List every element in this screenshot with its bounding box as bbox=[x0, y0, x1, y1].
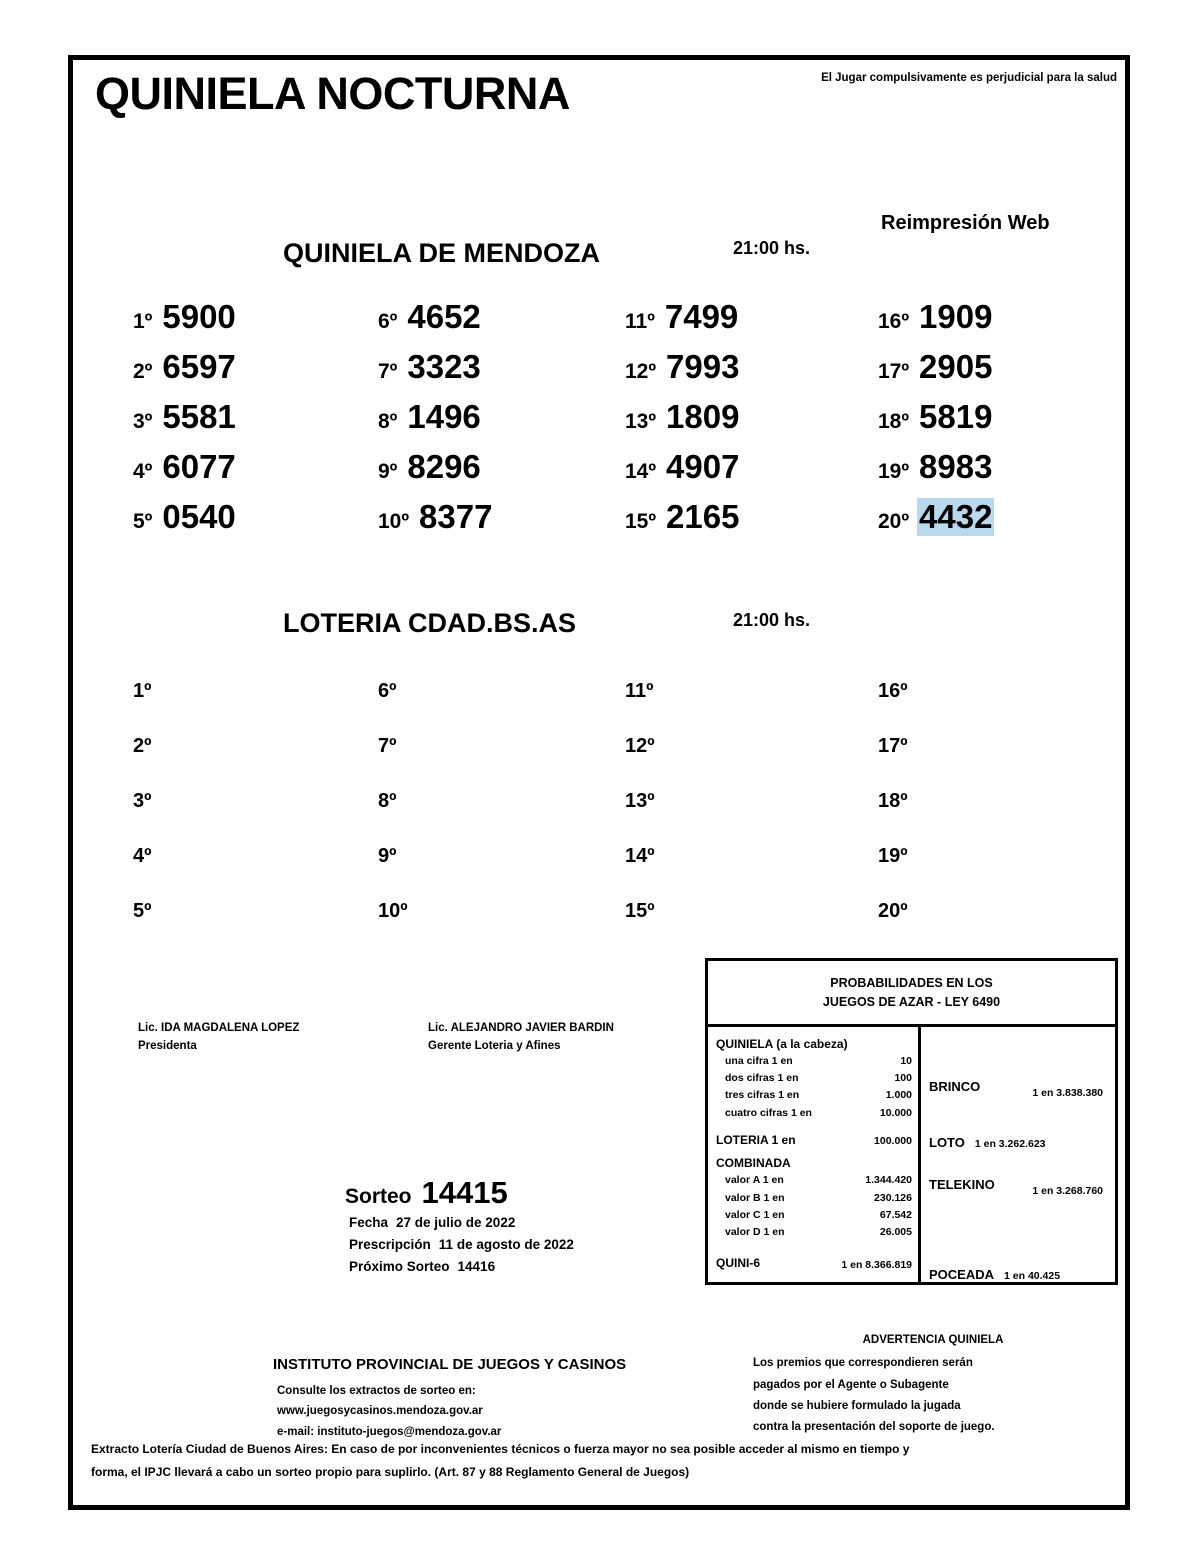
odds-label: dos cifras 1 en bbox=[725, 1072, 799, 1085]
odds-row bbox=[716, 1207, 912, 1224]
result-cell bbox=[73, 348, 323, 398]
fecha-label: Fecha bbox=[349, 1215, 389, 1230]
result-position: 9º bbox=[378, 845, 397, 867]
result-position: 2º bbox=[133, 360, 153, 383]
advertencia-line-2: pagados por el Agente o Subagente bbox=[753, 1378, 949, 1391]
result-cell bbox=[828, 348, 1125, 398]
results-row bbox=[73, 398, 1125, 448]
institute-name: INSTITUTO PROVINCIAL DE JUEGOS Y CASINOS bbox=[273, 1356, 627, 1373]
result-position: 16º bbox=[878, 310, 910, 333]
document-header bbox=[73, 60, 1125, 130]
odds-label: valor B 1 en bbox=[725, 1191, 785, 1204]
result-position: 12º bbox=[625, 360, 657, 383]
advertencia-quiniela-block bbox=[753, 1330, 1113, 1438]
result-number: 1496 bbox=[407, 398, 481, 435]
odds-row bbox=[716, 1087, 912, 1104]
quiniela-odds-rows bbox=[716, 1053, 912, 1122]
results-row bbox=[73, 448, 1125, 498]
institute-footer bbox=[273, 1352, 626, 1442]
result-position: 10º bbox=[378, 510, 410, 533]
result-cell bbox=[73, 498, 323, 548]
probabilities-header bbox=[708, 961, 1115, 1027]
result-cell bbox=[828, 298, 1125, 348]
quiniela-group-title: QUINIELA (a la cabeza) bbox=[716, 1036, 848, 1051]
sorteo-info-block bbox=[345, 1175, 574, 1281]
result-position: 14º bbox=[625, 845, 655, 867]
probabilities-title-line2: JUEGOS DE AZAR - LEY 6490 bbox=[822, 995, 1001, 1010]
spacer bbox=[716, 1122, 912, 1131]
draw-time-mendoza: 21:00 hs. bbox=[733, 238, 811, 258]
result-cell bbox=[573, 845, 828, 900]
results-row bbox=[73, 790, 1125, 845]
page-title: QUINIELA NOCTURNA bbox=[95, 68, 570, 119]
results-row bbox=[73, 680, 1125, 735]
signature-president bbox=[138, 1020, 299, 1056]
game-odds: 1 en 3.268.760 bbox=[1032, 1184, 1103, 1197]
probabilities-box bbox=[705, 958, 1118, 1285]
lottery-ticket-sheet bbox=[68, 55, 1130, 1510]
results-grid-mendoza bbox=[73, 298, 1125, 548]
result-position: 6º bbox=[378, 680, 397, 702]
result-cell bbox=[323, 498, 573, 548]
spacer bbox=[716, 1241, 912, 1254]
result-position: 20º bbox=[878, 510, 910, 533]
results-row bbox=[73, 498, 1125, 548]
result-position: 10º bbox=[378, 900, 408, 922]
sorteo-proximo-line bbox=[349, 1259, 574, 1274]
draw-time-baires: 21:00 hs. bbox=[733, 610, 811, 630]
odds-value: 67.542 bbox=[879, 1208, 912, 1221]
result-cell bbox=[828, 498, 1125, 548]
result-cell bbox=[73, 790, 323, 845]
game-name: LOTO bbox=[929, 1134, 965, 1150]
result-position: 7º bbox=[378, 360, 398, 383]
result-position: 15º bbox=[625, 900, 655, 922]
result-position: 4º bbox=[133, 845, 152, 867]
result-number: 5819 bbox=[919, 398, 993, 435]
result-position: 1º bbox=[133, 310, 153, 333]
result-cell bbox=[323, 348, 573, 398]
odds-value: 10 bbox=[900, 1054, 912, 1067]
result-number: 5900 bbox=[162, 298, 236, 335]
results-grid-baires bbox=[73, 680, 1125, 955]
reimpresion-web-label: Reimpresión Web bbox=[881, 212, 1050, 234]
results-row bbox=[73, 735, 1125, 790]
results-row bbox=[73, 845, 1125, 900]
sorteo-fecha-line bbox=[349, 1215, 574, 1230]
result-cell bbox=[73, 398, 323, 448]
odds-row bbox=[716, 1070, 912, 1087]
institute-website: www.juegosycasinos.mendoza.gov.ar bbox=[277, 1405, 483, 1418]
result-cell bbox=[573, 735, 828, 790]
result-position: 4º bbox=[133, 460, 153, 483]
result-position: 20º bbox=[878, 900, 908, 922]
odds-row bbox=[716, 1190, 912, 1207]
result-number: 8377 bbox=[419, 498, 493, 535]
result-position: 18º bbox=[878, 410, 910, 433]
odds-value: 1.344.420 bbox=[865, 1174, 912, 1187]
result-position: 8º bbox=[378, 790, 397, 812]
result-cell bbox=[828, 398, 1125, 448]
prescripcion-value: 11 de agosto de 2022 bbox=[438, 1237, 574, 1252]
odds-value: 1.000 bbox=[885, 1089, 912, 1102]
loteria-value: 100.000 bbox=[874, 1135, 912, 1148]
odds-value: 26.005 bbox=[879, 1226, 912, 1239]
result-position: 14º bbox=[625, 460, 657, 483]
result-position: 1º bbox=[133, 680, 152, 702]
sorteo-prescripcion-line bbox=[349, 1237, 574, 1252]
result-cell bbox=[323, 448, 573, 498]
result-cell bbox=[573, 900, 828, 955]
result-cell bbox=[323, 398, 573, 448]
bottom-disclaimer bbox=[91, 1438, 1111, 1484]
results-row bbox=[73, 348, 1125, 398]
result-cell bbox=[73, 845, 323, 900]
signature-manager bbox=[428, 1020, 614, 1056]
result-number: 4907 bbox=[666, 448, 740, 485]
result-position: 12º bbox=[625, 735, 655, 757]
advertencia-title: ADVERTENCIA QUINIELA bbox=[862, 1334, 1004, 1346]
result-cell bbox=[828, 845, 1125, 900]
result-cell bbox=[73, 298, 323, 348]
advertencia-line-3: donde se hubiere formulado la jugada bbox=[753, 1399, 961, 1412]
signature-role: Presidenta bbox=[138, 1039, 197, 1052]
odds-row bbox=[716, 1053, 912, 1070]
odds-label: valor C 1 en bbox=[725, 1208, 785, 1221]
fecha-value: 27 de julio de 2022 bbox=[396, 1215, 516, 1230]
draw-title-baires: LOTERIA CDAD.BS.AS bbox=[283, 608, 577, 638]
odds-row bbox=[716, 1105, 912, 1122]
loteria-label: LOTERIA 1 en bbox=[716, 1133, 796, 1147]
result-cell bbox=[73, 735, 323, 790]
result-cell bbox=[828, 735, 1125, 790]
game-odds: 1 en 40.425 bbox=[1004, 1269, 1061, 1282]
result-position: 5º bbox=[133, 900, 152, 922]
result-position: 17º bbox=[878, 360, 910, 383]
odds-row bbox=[716, 1172, 912, 1189]
result-cell bbox=[323, 845, 573, 900]
result-number: 4432 bbox=[919, 498, 993, 535]
result-cell bbox=[573, 398, 828, 448]
combinada-odds-rows bbox=[716, 1172, 912, 1241]
result-number: 8983 bbox=[919, 448, 993, 485]
result-number: 6597 bbox=[162, 348, 236, 385]
result-number: 6077 bbox=[162, 448, 236, 485]
odds-label: tres cifras 1 en bbox=[725, 1089, 800, 1102]
result-cell bbox=[573, 348, 828, 398]
prescripcion-label: Prescripción bbox=[349, 1237, 431, 1252]
gambling-warning-note: El Jugar compulsivamente es perjudicial para la salud bbox=[821, 72, 1117, 84]
game-name: POCEADA bbox=[929, 1266, 995, 1282]
result-cell bbox=[828, 680, 1125, 735]
quini6-value: 1 en 8.366.819 bbox=[841, 1258, 912, 1271]
disclaimer-line-2: forma, el IPJC llevará a cabo un sorteo propio para suplirlo. (Art. 87 y 88 Reglamento General de Juegos) bbox=[91, 1464, 690, 1479]
result-number: 5581 bbox=[162, 398, 236, 435]
results-row bbox=[73, 900, 1125, 955]
result-cell bbox=[573, 498, 828, 548]
probabilities-body bbox=[708, 1027, 1115, 1282]
game-odds-poceada bbox=[929, 1267, 1109, 1282]
result-position: 18º bbox=[878, 790, 908, 812]
result-cell bbox=[573, 680, 828, 735]
draw-title-mendoza: QUINIELA DE MENDOZA bbox=[283, 238, 600, 268]
result-position: 11º bbox=[625, 310, 655, 333]
result-number: 7499 bbox=[664, 298, 739, 335]
result-position: 8º bbox=[378, 410, 398, 433]
result-cell bbox=[73, 448, 323, 498]
odds-label: valor A 1 en bbox=[725, 1174, 784, 1187]
game-name: TELEKINO bbox=[929, 1176, 995, 1192]
result-position: 2º bbox=[133, 735, 152, 757]
result-position: 7º bbox=[378, 735, 397, 757]
results-row bbox=[73, 298, 1125, 348]
odds-label: valor D 1 en bbox=[725, 1226, 785, 1239]
result-cell bbox=[573, 790, 828, 845]
result-cell bbox=[828, 790, 1125, 845]
result-cell bbox=[828, 448, 1125, 498]
sorteo-number-line bbox=[345, 1175, 574, 1211]
signature-name: Lic. IDA MAGDALENA LOPEZ bbox=[138, 1022, 300, 1034]
result-cell bbox=[573, 298, 828, 348]
game-odds-loto bbox=[929, 1135, 1109, 1150]
signature-role: Gerente Loteria y Afines bbox=[428, 1039, 561, 1052]
result-cell bbox=[573, 448, 828, 498]
advertencia-line-4: contra la presentación del soporte de juego. bbox=[753, 1421, 995, 1434]
result-position: 5º bbox=[133, 510, 153, 533]
result-number: 1909 bbox=[919, 298, 993, 335]
result-position: 13º bbox=[625, 790, 655, 812]
result-position: 11º bbox=[625, 680, 654, 702]
result-position: 9º bbox=[378, 460, 398, 483]
result-position: 17º bbox=[878, 735, 908, 757]
result-position: 6º bbox=[378, 310, 398, 333]
game-odds-brinco bbox=[929, 1079, 1109, 1099]
disclaimer-line-1: Extracto Lotería Ciudad de Buenos Aires: En caso de por inconvenientes técnicos o fuerza mayor no sea posible acceder al mismo en tiempo y bbox=[91, 1442, 910, 1456]
institute-consult-line: Consulte los extractos de sorteo en: bbox=[277, 1385, 476, 1398]
sorteo-number: 14415 bbox=[421, 1175, 508, 1210]
odds-label: cuatro cifras 1 en bbox=[725, 1106, 812, 1119]
game-odds-telekino bbox=[929, 1177, 1109, 1197]
institute-email: e-mail: instituto-juegos@mendoza.gov.ar bbox=[277, 1425, 502, 1438]
proximo-sorteo-label: Próximo Sorteo bbox=[349, 1259, 450, 1274]
result-position: 15º bbox=[625, 510, 657, 533]
result-position: 13º bbox=[625, 410, 657, 433]
result-cell bbox=[73, 900, 323, 955]
result-position: 3º bbox=[133, 410, 153, 433]
result-cell bbox=[323, 735, 573, 790]
combinada-group-title: COMBINADA bbox=[716, 1156, 791, 1171]
probabilities-column-quiniela bbox=[708, 1027, 921, 1282]
signature-name: Lic. ALEJANDRO JAVIER BARDIN bbox=[428, 1022, 614, 1034]
odds-label: una cifra 1 en bbox=[725, 1054, 793, 1067]
result-number: 1809 bbox=[666, 398, 740, 435]
quini6-label: QUINI-6 bbox=[716, 1256, 761, 1271]
result-number: 4652 bbox=[407, 298, 481, 335]
other-games-list bbox=[921, 1027, 1115, 1282]
odds-value: 100 bbox=[894, 1072, 912, 1085]
result-position: 19º bbox=[878, 845, 908, 867]
odds-value: 230.126 bbox=[874, 1191, 912, 1204]
game-name: BRINCO bbox=[929, 1078, 981, 1094]
game-odds: 1 en 3.838.380 bbox=[1032, 1086, 1103, 1099]
result-number: 8296 bbox=[407, 448, 481, 485]
loteria-odds-row bbox=[716, 1131, 912, 1150]
result-cell bbox=[828, 900, 1125, 955]
result-cell bbox=[323, 790, 573, 845]
result-number: 3323 bbox=[407, 348, 481, 385]
quini6-odds-row bbox=[716, 1254, 912, 1273]
result-number: 2905 bbox=[919, 348, 993, 385]
probabilities-title-line1: PROBABILIDADES EN LOS bbox=[830, 976, 993, 990]
odds-row bbox=[716, 1224, 912, 1241]
result-number: 0540 bbox=[162, 498, 236, 535]
proximo-sorteo-value: 14416 bbox=[457, 1259, 496, 1274]
result-cell bbox=[73, 680, 323, 735]
result-cell bbox=[323, 298, 573, 348]
result-position: 19º bbox=[878, 460, 910, 483]
result-position: 3º bbox=[133, 790, 152, 812]
advertencia-line-1: Los premios que correspondieren serán bbox=[753, 1357, 973, 1370]
game-odds: 1 en 3.262.623 bbox=[974, 1137, 1046, 1150]
probabilities-column-other-games bbox=[921, 1027, 1115, 1282]
result-cell bbox=[323, 900, 573, 955]
result-number: 7993 bbox=[666, 348, 740, 385]
result-position: 16º bbox=[878, 680, 908, 702]
sorteo-label: Sorteo bbox=[345, 1185, 412, 1208]
result-number: 2165 bbox=[666, 498, 740, 535]
odds-value: 10.000 bbox=[879, 1106, 912, 1119]
result-cell bbox=[323, 680, 573, 735]
